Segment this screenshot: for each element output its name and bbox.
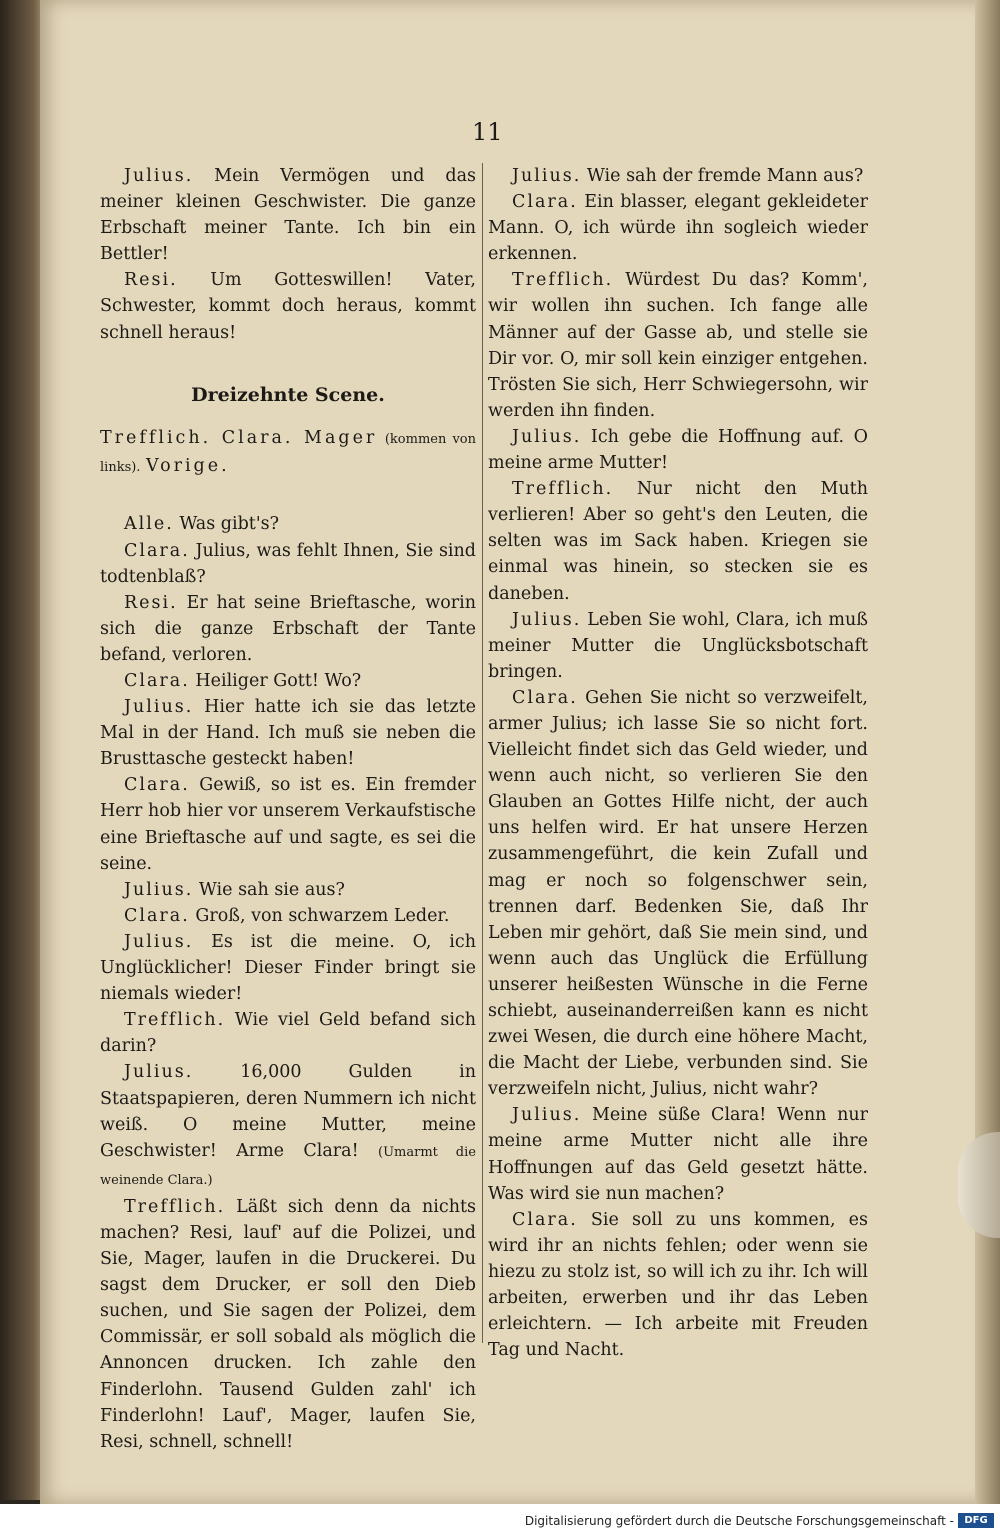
dialogue-text: Groß, von schwarzem Leder. <box>195 905 450 926</box>
left-column <box>100 163 476 1455</box>
dialogue-text: Läßt sich denn da nichts machen? Resi, lauf' auf die Polizei, und Sie, Mager, laufen in die Druckerei. Du sagst dem Drucker, er soll den Dieb suchen, und Sie sagen der Polizei, dem Commissär, er soll sobald als möglich die Annoncen drucken. Ich zahle den Finderlohn. Tausend Gulden zahl' ich Finderlohn! Lauf', Mager, laufen Sie, Resi, schnell, schnell! <box>100 1196 476 1452</box>
dialogue-line <box>488 163 868 189</box>
funding-credit: Digitalisierung gefördert durch die Deutsche Forschungsgemeinschaft - <box>524 1514 954 1528</box>
dialogue-line <box>100 694 476 772</box>
dialogue-line <box>488 607 868 685</box>
dialogue-text: Wie viel Geld befand sich darin? <box>100 1010 476 1057</box>
dialogue-text: Ein blasser, elegant gekleideter Mann. O, ich würde ihn sogleich wieder erkennen. <box>488 192 868 265</box>
dialogue-line <box>488 476 868 606</box>
page-edge <box>975 0 1000 1504</box>
stage-direction: (kommen von links). <box>100 432 476 476</box>
speaker-name: Clara. <box>512 1209 578 1230</box>
dialogue-line <box>100 267 476 345</box>
right-column <box>488 163 868 1363</box>
dialogue-text: Hier hatte ich sie das letzte Mal in der Hand. Ich muß sie neben die Brusttasche gesteckt haben! <box>100 697 476 770</box>
speaker-name: Clara. <box>512 687 578 708</box>
dialogue-line <box>100 590 476 668</box>
speaker-name: Julius. <box>124 1062 194 1083</box>
dialogue-text: Gewiß, so ist es. Ein fremder Herr hob hier vor unserem Verkaufstische eine Brieftasche auf und sagte, es sei die seine. <box>100 775 476 874</box>
speaker-name: Clara. <box>124 775 190 796</box>
dfg-logo-badge: DFG <box>958 1513 994 1528</box>
dialogue-text: Nur nicht den Muth verlieren! Aber so geht's den Leuten, die selten was im Sack haben. Kriegen sie einmal was hinein, so stecken sie es daneben. <box>488 479 868 604</box>
dialogue-line <box>488 1102 868 1206</box>
speaker-name: Julius. <box>512 1105 582 1126</box>
dialogue-line <box>100 1059 476 1193</box>
cast-tail: Vorige. <box>146 456 230 477</box>
footer-bar <box>0 1504 1000 1536</box>
dialogue-line <box>488 424 868 476</box>
page-number: 11 <box>472 118 503 146</box>
speaker-name: Julius. <box>124 697 194 718</box>
speaker-name: Trefflich. <box>512 479 614 500</box>
dialogue-line <box>488 1207 868 1364</box>
dialogue-text: Mein Vermögen und das meiner kleinen Geschwister. Die ganze Erbschaft meiner Tante. Ich bin ein Bettler! <box>100 166 476 265</box>
dialogue-line <box>488 685 868 1103</box>
dialogue-text: Wie sah der fremde Mann aus? <box>586 166 864 186</box>
speaker-name: Resi. <box>124 270 178 291</box>
speaker-name: Julius. <box>124 166 194 186</box>
dialogue-line <box>100 163 476 267</box>
dialogue-text: Was gibt's? <box>179 514 279 535</box>
cast-names: Trefflich. Clara. Mager <box>100 428 378 449</box>
speaker-name: Julius. <box>512 609 582 630</box>
dialogue-line <box>100 772 476 876</box>
dialogue-line <box>100 538 476 590</box>
dialogue-text: Er hat seine Brieftasche, worin sich die ganze Erbschaft der Tante befand, verloren. <box>100 592 476 665</box>
scene-heading: Dreizehnte Scene. <box>191 383 385 406</box>
speaker-name: Julius. <box>512 426 582 447</box>
column-divider <box>482 163 483 1343</box>
dialogue-line <box>100 877 476 903</box>
speaker-name: Trefflich. <box>124 1196 226 1217</box>
cast-list <box>100 425 476 481</box>
stage-direction: (Umarmt die weinende Clara.) <box>100 1144 476 1188</box>
dialogue-line <box>100 903 476 929</box>
dialogue-text: Meine süße Clara! Wenn nur meine arme Mutter nicht alle ihre Hoffnungen auf das Geld gesetzt hätte. Was wird sie nun machen? <box>488 1105 868 1204</box>
dialogue-text: Um Gotteswillen! Vater, Schwester, kommt doch heraus, kommt schnell heraus! <box>100 270 476 343</box>
dialogue-text: Gehen Sie nicht so verzweifelt, armer Julius; ich lasse Sie so nicht fort. Vielleicht findet sich das Geld wieder, und wenn auch nicht, so verlieren Sie den Glauben an Gottes Hilfe nicht, der auch uns helfen wird. Er hat unsere Herzen zusammengeführt, die kein Zufall und mag er noch so folgenschwer sein, trennen darf. Bedenken Sie, daß Ihr Leben mir gehört, daß Sie mein sind, und wenn auch das Unglück die Erfüllung unserer heißesten Wünsche in die Ferne schiebt, auseinanderreißen kann es nicht zwei Wesen, die durch eine höhere Macht, die Macht der Liebe, verbunden sind. Sie verzweifeln nicht, Julius, nicht wahr? <box>488 687 868 1100</box>
dialogue-text: 16,000 Gulden in Staatspapieren, deren Nummern ich nicht weiß. O meine Mutter, meine Geschwister! Arme Clara! <box>100 1062 476 1161</box>
dialogue-text: Sie soll zu uns kommen, es wird ihr an nichts fehlen; oder wenn sie hiezu zu stolz ist, so will ich zu ihr. Ich will arbeiten, erwerben und ihr das Leben erleichtern. — Ich arbeite mit Freuden Tag und Nacht. <box>488 1209 868 1361</box>
dialogue-text: Es ist die meine. O, ich Unglücklicher! Dieser Finder bringt sie niemals wieder! <box>100 931 476 1005</box>
speaker-name: Julius. <box>512 166 582 186</box>
speaker-name: Clara. <box>124 671 190 691</box>
speaker-name: Trefflich. <box>512 270 614 291</box>
dialogue-line <box>100 1194 476 1455</box>
speaker-name: Alle. <box>124 514 174 535</box>
dialogue-line <box>100 1007 476 1059</box>
speaker-name: Julius. <box>124 931 194 952</box>
dialogue-text: Würdest Du das? Komm', wir wollen ihn suchen. Ich fange alle Männer auf der Gasse ab, und stelle sie Dir vor. O, mir soll kein einziger entgehen. Trösten Sie sich, Herr Schwiegersohn, wir werden ihn finden. <box>488 270 868 421</box>
speaker-name: Trefflich. <box>124 1010 226 1031</box>
dialogue-line <box>100 668 476 694</box>
dialogue-text: Ich gebe die Hoffnung auf. O meine arme Mutter! <box>488 426 868 474</box>
dialogue-line <box>488 189 868 267</box>
dialogue-text: Heiliger Gott! Wo? <box>195 671 362 691</box>
dialogue-line <box>488 267 868 424</box>
speaker-name: Julius. <box>124 879 194 900</box>
speaker-name: Clara. <box>124 540 190 561</box>
dialogue-text: Leben Sie wohl, Clara, ich muß meiner Mutter die Unglücksbotschaft bringen. <box>488 609 868 682</box>
speaker-name: Resi. <box>124 592 178 613</box>
dialogue-line <box>100 511 476 537</box>
dialogue-text: Wie sah sie aus? <box>198 879 345 900</box>
speaker-name: Clara. <box>124 905 190 926</box>
dialogue-line <box>100 929 476 1007</box>
dialogue-text: Julius, was fehlt Ihnen, Sie sind todtenblaß? <box>100 540 476 587</box>
speaker-name: Clara. <box>512 192 578 213</box>
